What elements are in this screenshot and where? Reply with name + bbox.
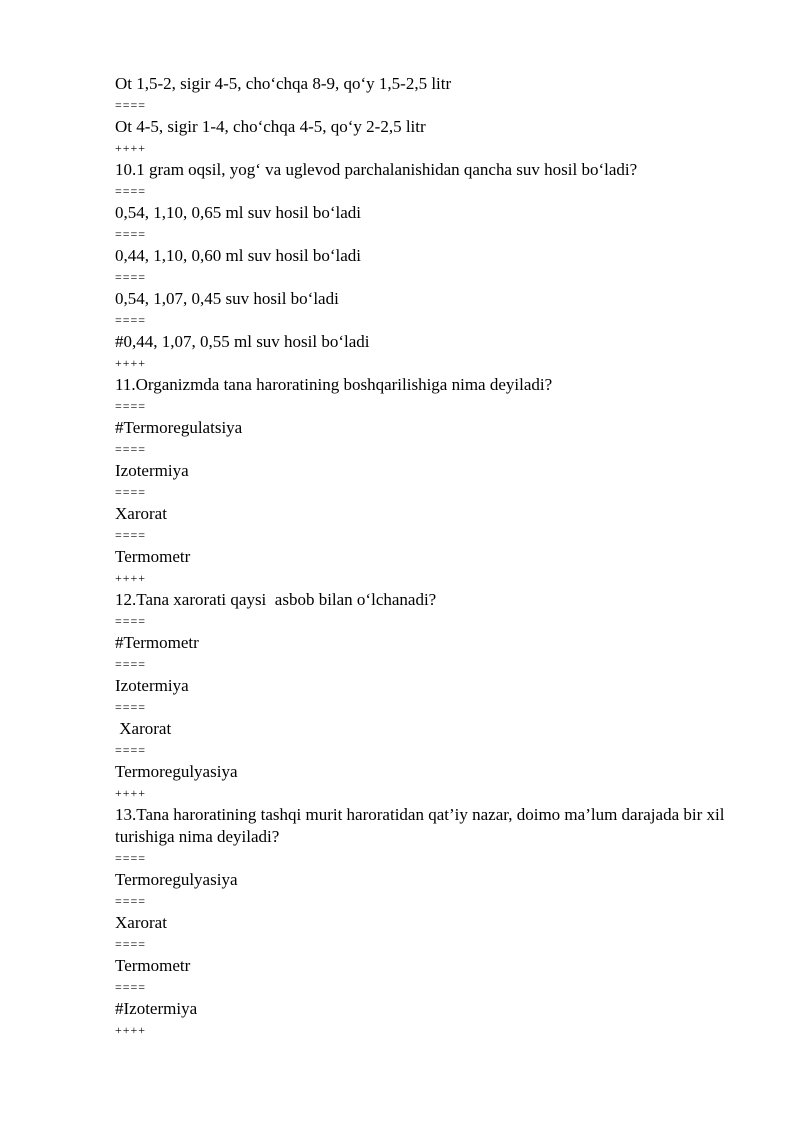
answer-option-correct: #Termometr [115, 633, 199, 652]
separator-line: ++++ [115, 786, 147, 800]
answer-option: 0,54, 1,07, 0,45 suv hosil bo‘ladi [115, 289, 339, 308]
separator-line: ==== [115, 894, 147, 908]
answer-option: Xarorat [115, 719, 172, 738]
answer-option: Termometr [115, 547, 191, 566]
question-13: 13.Tana haroratining tashqi murit haroratidan qat’iy nazar, doimo ma’lum darajada bir xil turishiga nima deyiladi? [115, 805, 725, 846]
answer-option-correct: #Termoregulatsiya [115, 418, 243, 437]
answer-option: Termometr [115, 956, 191, 975]
separator-line: ++++ [115, 571, 147, 585]
answer-option: Xarorat [115, 504, 167, 523]
answer-option: Izotermiya [115, 461, 189, 480]
separator-line: ==== [115, 98, 147, 112]
answer-option: Termoregulyasiya [115, 762, 238, 781]
answer-option: 0,54, 1,10, 0,65 ml suv hosil bo‘ladi [115, 203, 362, 222]
document-page [115, 73, 755, 1041]
text-line: Ot 1,5-2, sigir 4-5, cho‘chqa 8-9, qo‘y 1,5-2,5 litr [115, 74, 452, 93]
separator-line: ==== [115, 657, 147, 671]
separator-line: ==== [115, 851, 147, 865]
separator-line: ==== [115, 270, 147, 284]
separator-line: ==== [115, 743, 147, 757]
separator-line: ==== [115, 227, 147, 241]
separator-line: ++++ [115, 356, 147, 370]
separator-line: ==== [115, 980, 147, 994]
answer-option: Izotermiya [115, 676, 189, 695]
separator-line: ++++ [115, 141, 147, 155]
separator-line: ==== [115, 184, 147, 198]
separator-line: ==== [115, 700, 147, 714]
answer-option: Termoregulyasiya [115, 870, 238, 889]
question-10: 10.1 gram oqsil, yog‘ va uglevod parchalanishidan qancha suv hosil bo‘ladi? [115, 160, 638, 179]
separator-line: ==== [115, 313, 147, 327]
separator-line: ==== [115, 528, 147, 542]
question-12: 12.Tana xarorati qaysi asbob bilan o‘lchanadi? [115, 590, 437, 609]
question-11: 11.Organizmda tana haroratining boshqarilishiga nima deyiladi? [115, 375, 553, 394]
answer-option: Xarorat [115, 913, 167, 932]
separator-line: ==== [115, 937, 147, 951]
separator-line: ++++ [115, 1023, 147, 1037]
separator-line: ==== [115, 442, 147, 456]
separator-line: ==== [115, 399, 147, 413]
answer-option-correct: #Izotermiya [115, 999, 198, 1018]
separator-line: ==== [115, 614, 147, 628]
answer-option: 0,44, 1,10, 0,60 ml suv hosil bo‘ladi [115, 246, 362, 265]
text-line: Ot 4-5, sigir 1-4, cho‘chqa 4-5, qo‘y 2-2,5 litr [115, 117, 426, 136]
answer-option-correct: #0,44, 1,07, 0,55 ml suv hosil bo‘ladi [115, 332, 370, 351]
separator-line: ==== [115, 485, 147, 499]
